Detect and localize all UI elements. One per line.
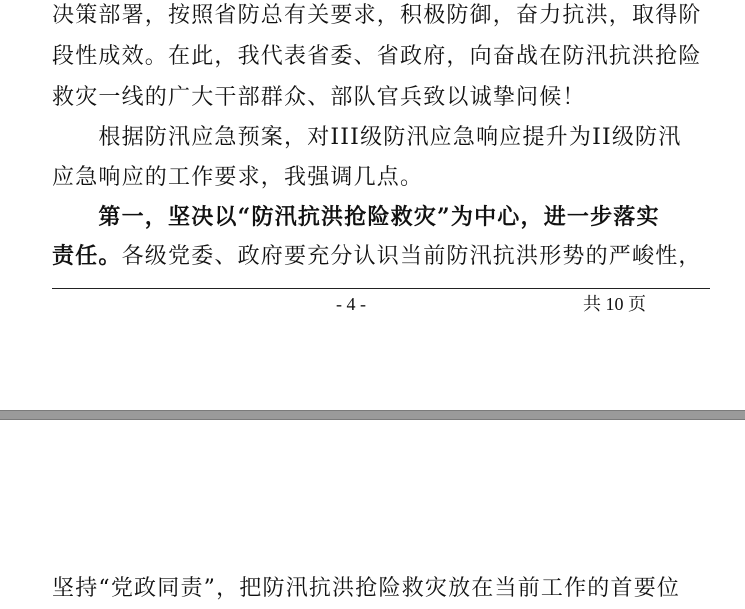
document-page-5 xyxy=(0,420,745,609)
page-total: 共 10 页 xyxy=(583,294,646,314)
paragraph-line-next-page: 坚持“党政同责”，把防汛抗洪抢险救灾放在当前工作的首要位 xyxy=(52,576,681,601)
heading-line-first-point: 第一，坚决以“防汛抗洪抢险救灾”为中心，进一步落实 xyxy=(52,204,660,230)
footer-divider xyxy=(52,288,710,289)
paragraph-line-7-rest: 各级党委、政府要充分认识当前防汛抗洪形势的严峻性， xyxy=(121,244,702,269)
paragraph-line-3: 救灾一线的广大干部群众、部队官兵致以诚挚问候！ xyxy=(52,85,586,110)
paragraph-line-1: 决策部署，按照省防总有关要求，积极防御，奋力抗洪，取得阶 xyxy=(52,3,702,28)
paragraph-line-2: 段性成效。在此，我代表省委、省政府，向奋战在防汛抗洪抢险 xyxy=(52,44,702,69)
page-number: - 4 - xyxy=(336,294,366,314)
paragraph-line-5: 应急响应的工作要求，我强调几点。 xyxy=(52,165,424,190)
page-separator xyxy=(0,410,745,420)
heading-tail: 责任。 xyxy=(52,243,122,269)
paragraph-line-4: 根据防汛应急预案，对III级防汛应急响应提升为II级防汛 xyxy=(52,125,682,150)
paragraph-line-7 xyxy=(52,242,715,271)
